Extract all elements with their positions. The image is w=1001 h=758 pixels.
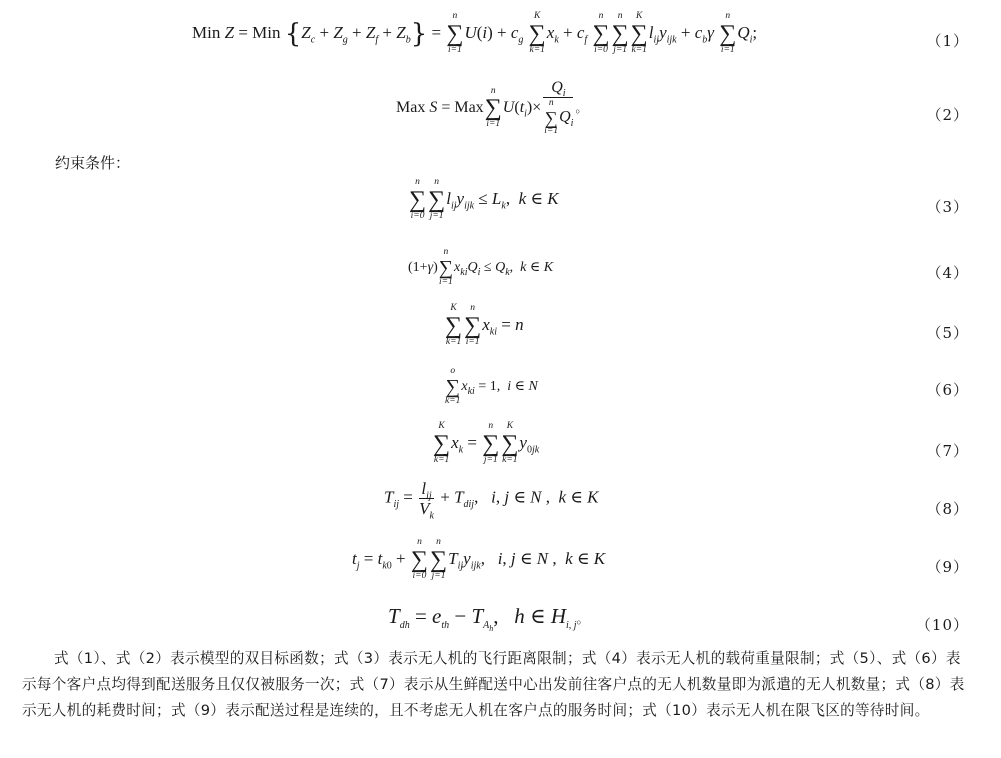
equation-number: （5） — [926, 324, 969, 342]
equation-3-formula: n ∑ i=0 n ∑ j=1 $l_{ij}y_{ijk} \le L_k$, k ∈ K — [409, 177, 559, 221]
explanation-paragraph: 式（1）、式（2）表示模型的双目标函数；式（3）表示无人机的飞行距离限制；式（4）表示无人机的载荷重量限制；式（5）、式（6）表示每个客户点均得到配送服务且仅仅被服务一次；式（7）表示从生鲜配送中心出发前往客户点的无人机数量即为派遣的无人机数量；式（8）表示无人机的耗费时间；式（9）表示配送过程是连续的，且不考虑无人机在客户点的服务时间；式（10）表示无人机在限飞区的等待时间。 — [22, 650, 965, 719]
equation-number: （1） — [926, 32, 969, 50]
constraints-label: 约束条件： — [55, 154, 131, 172]
equation-number: （10） — [915, 616, 969, 634]
equation-number: （8） — [926, 500, 969, 518]
equation-number: （2） — [926, 106, 969, 124]
equation-6-formula: o ∑ k=1 $x_{ki} = 1$, i ∈ N — [445, 366, 538, 406]
equation-10-formula: $T_{dh} = e_{th} - T_{A_h}$, h ∈ $H_{i, j}$。 — [388, 604, 589, 634]
equation-2-formula: Max S = Max n ∑ i=1 $U(t_i)\times$ $Q_i$ n ∑ i=1 $Q_i$ 。 — [396, 79, 588, 136]
equation-8-formula: $T_{ij}$ = $\frac{l_{ij}}{V_k}$ + $T_{dij}$, i, j ∈ N , k ∈ K — [384, 479, 599, 522]
equation-number: （7） — [926, 442, 969, 460]
equation-9-formula: $t_j = t_{k0}$ + n ∑ i=0 n ∑ j=1 $T_{ij}y_{ijk}$, i, j ∈ N , k ∈ K — [352, 537, 606, 581]
equation-5-formula: K ∑ k=1 n ∑ i=1 $x_{ki} = n$ — [445, 303, 524, 347]
equation-number: （6） — [926, 381, 969, 399]
equation-1-formula: Min Z = Min $\{Z_c + Z_g + Z_f + Z_b\}$ = n ∑ i=1 $U(i) + c_g$ K ∑ k=1 $x_k + c_f$ n ∑ i=0 n ∑ j=1 K ∑ k=1 $l_{ij}y_{ijk} + c_b\gamma$ n ∑ i=1 $Q_i$; — [192, 11, 758, 55]
equation-4-formula: (1+γ) n ∑ i=1 $x_{ki}Q_i \le Q_k$, k ∈ K — [408, 247, 554, 287]
equation-number: （9） — [926, 558, 969, 576]
equation-7-formula: K ∑ k=1 $x_k$ = n ∑ j=1 K ∑ k=1 $y_{0jk}$ — [433, 421, 540, 465]
equation-number: （4） — [926, 264, 969, 282]
equation-number: （3） — [926, 198, 969, 216]
